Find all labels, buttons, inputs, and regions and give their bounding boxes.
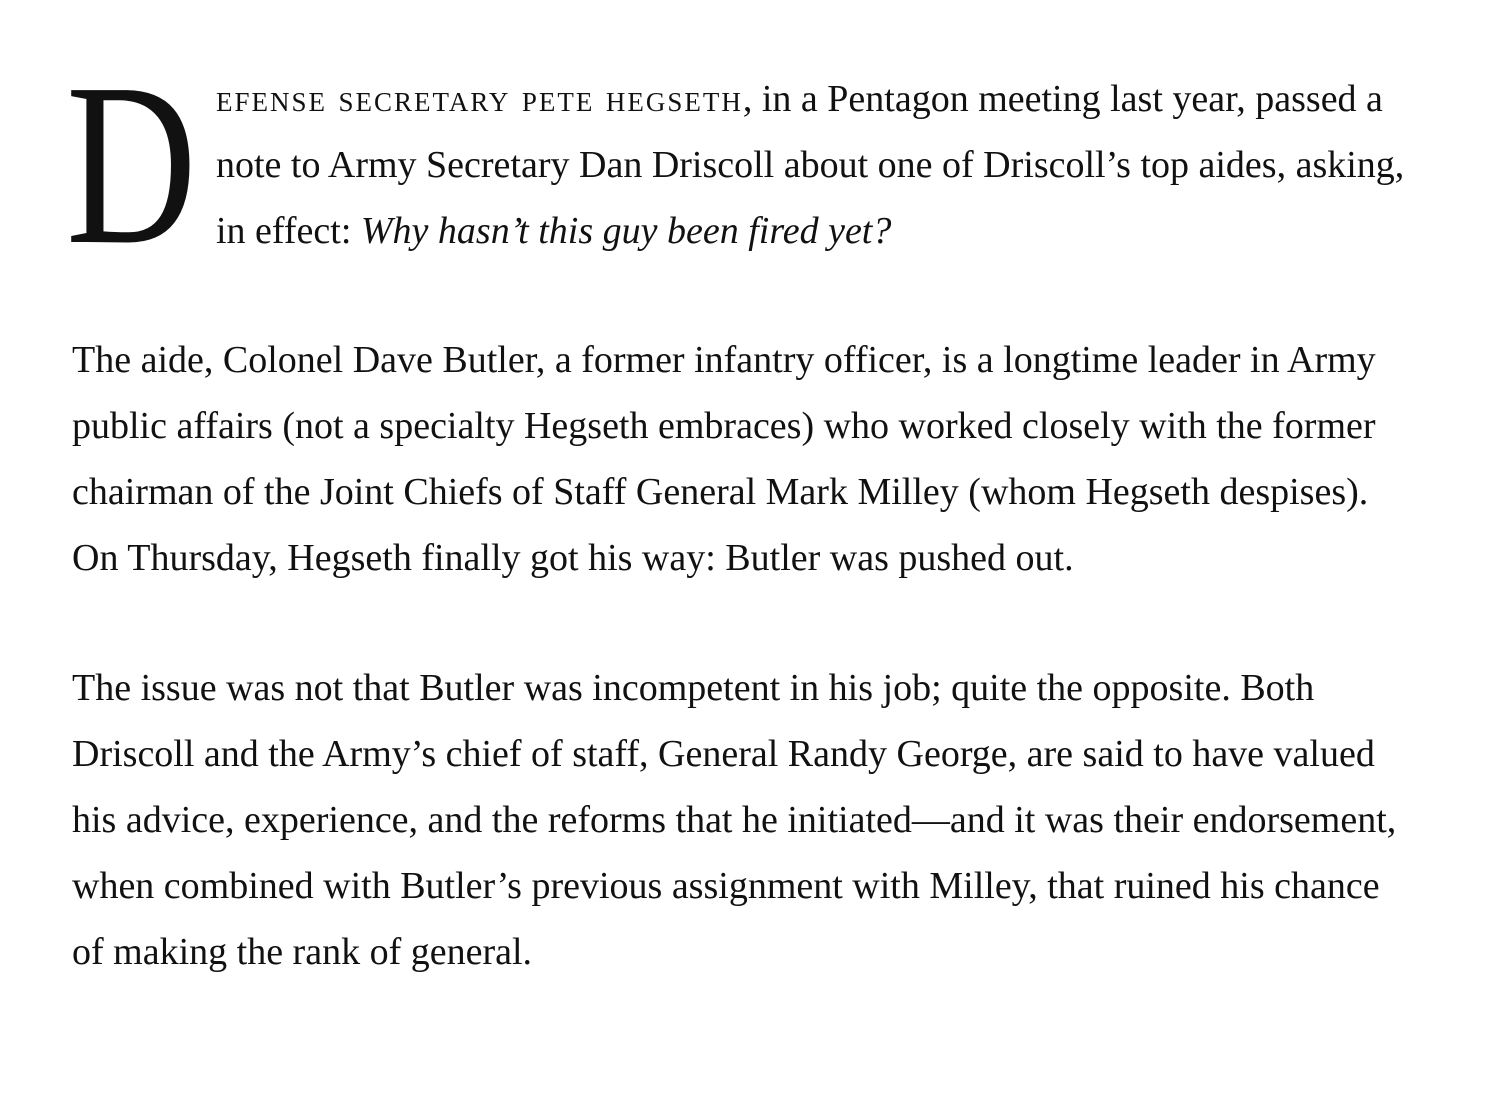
paragraph-2: The aide, Colonel Dave Butler, a former infantry officer, is a longtime leader in Army public affairs (not a specialty Hegseth embraces) who worked closely with the former chairman of the Joint Chiefs of Staff General Mark Milley (whom Hegseth despises). On Thursday, Hegseth finally got his way: Butler was pushed out. — [72, 339, 1376, 579]
paragraph-1-text: , in a Pentagon meeting last year, passed a note to Army Secretary Dan Driscoll about one of Driscoll’s top aides, asking, in effect: — [216, 78, 1405, 252]
paragraph-3: The issue was not that Butler was incompetent in his job; quite the opposite. Both Driscoll and the Army’s chief of staff, General Randy George, are said to have valued his advice, experience, and the reforms that he initiated—and it was their endorsement, when combined with Butler’s previous assignment with Milley, that ruined his chance of making the rank of general. — [72, 667, 1397, 973]
article-body — [66, 36, 1417, 1049]
italic-quote: Why hasn’t this guy been fired yet? — [360, 210, 892, 252]
lead-in-small-caps: efense secretary pete hegseth — [216, 78, 743, 120]
paragraph-1 — [66, 36, 1417, 293]
drop-cap: D — [66, 36, 197, 293]
